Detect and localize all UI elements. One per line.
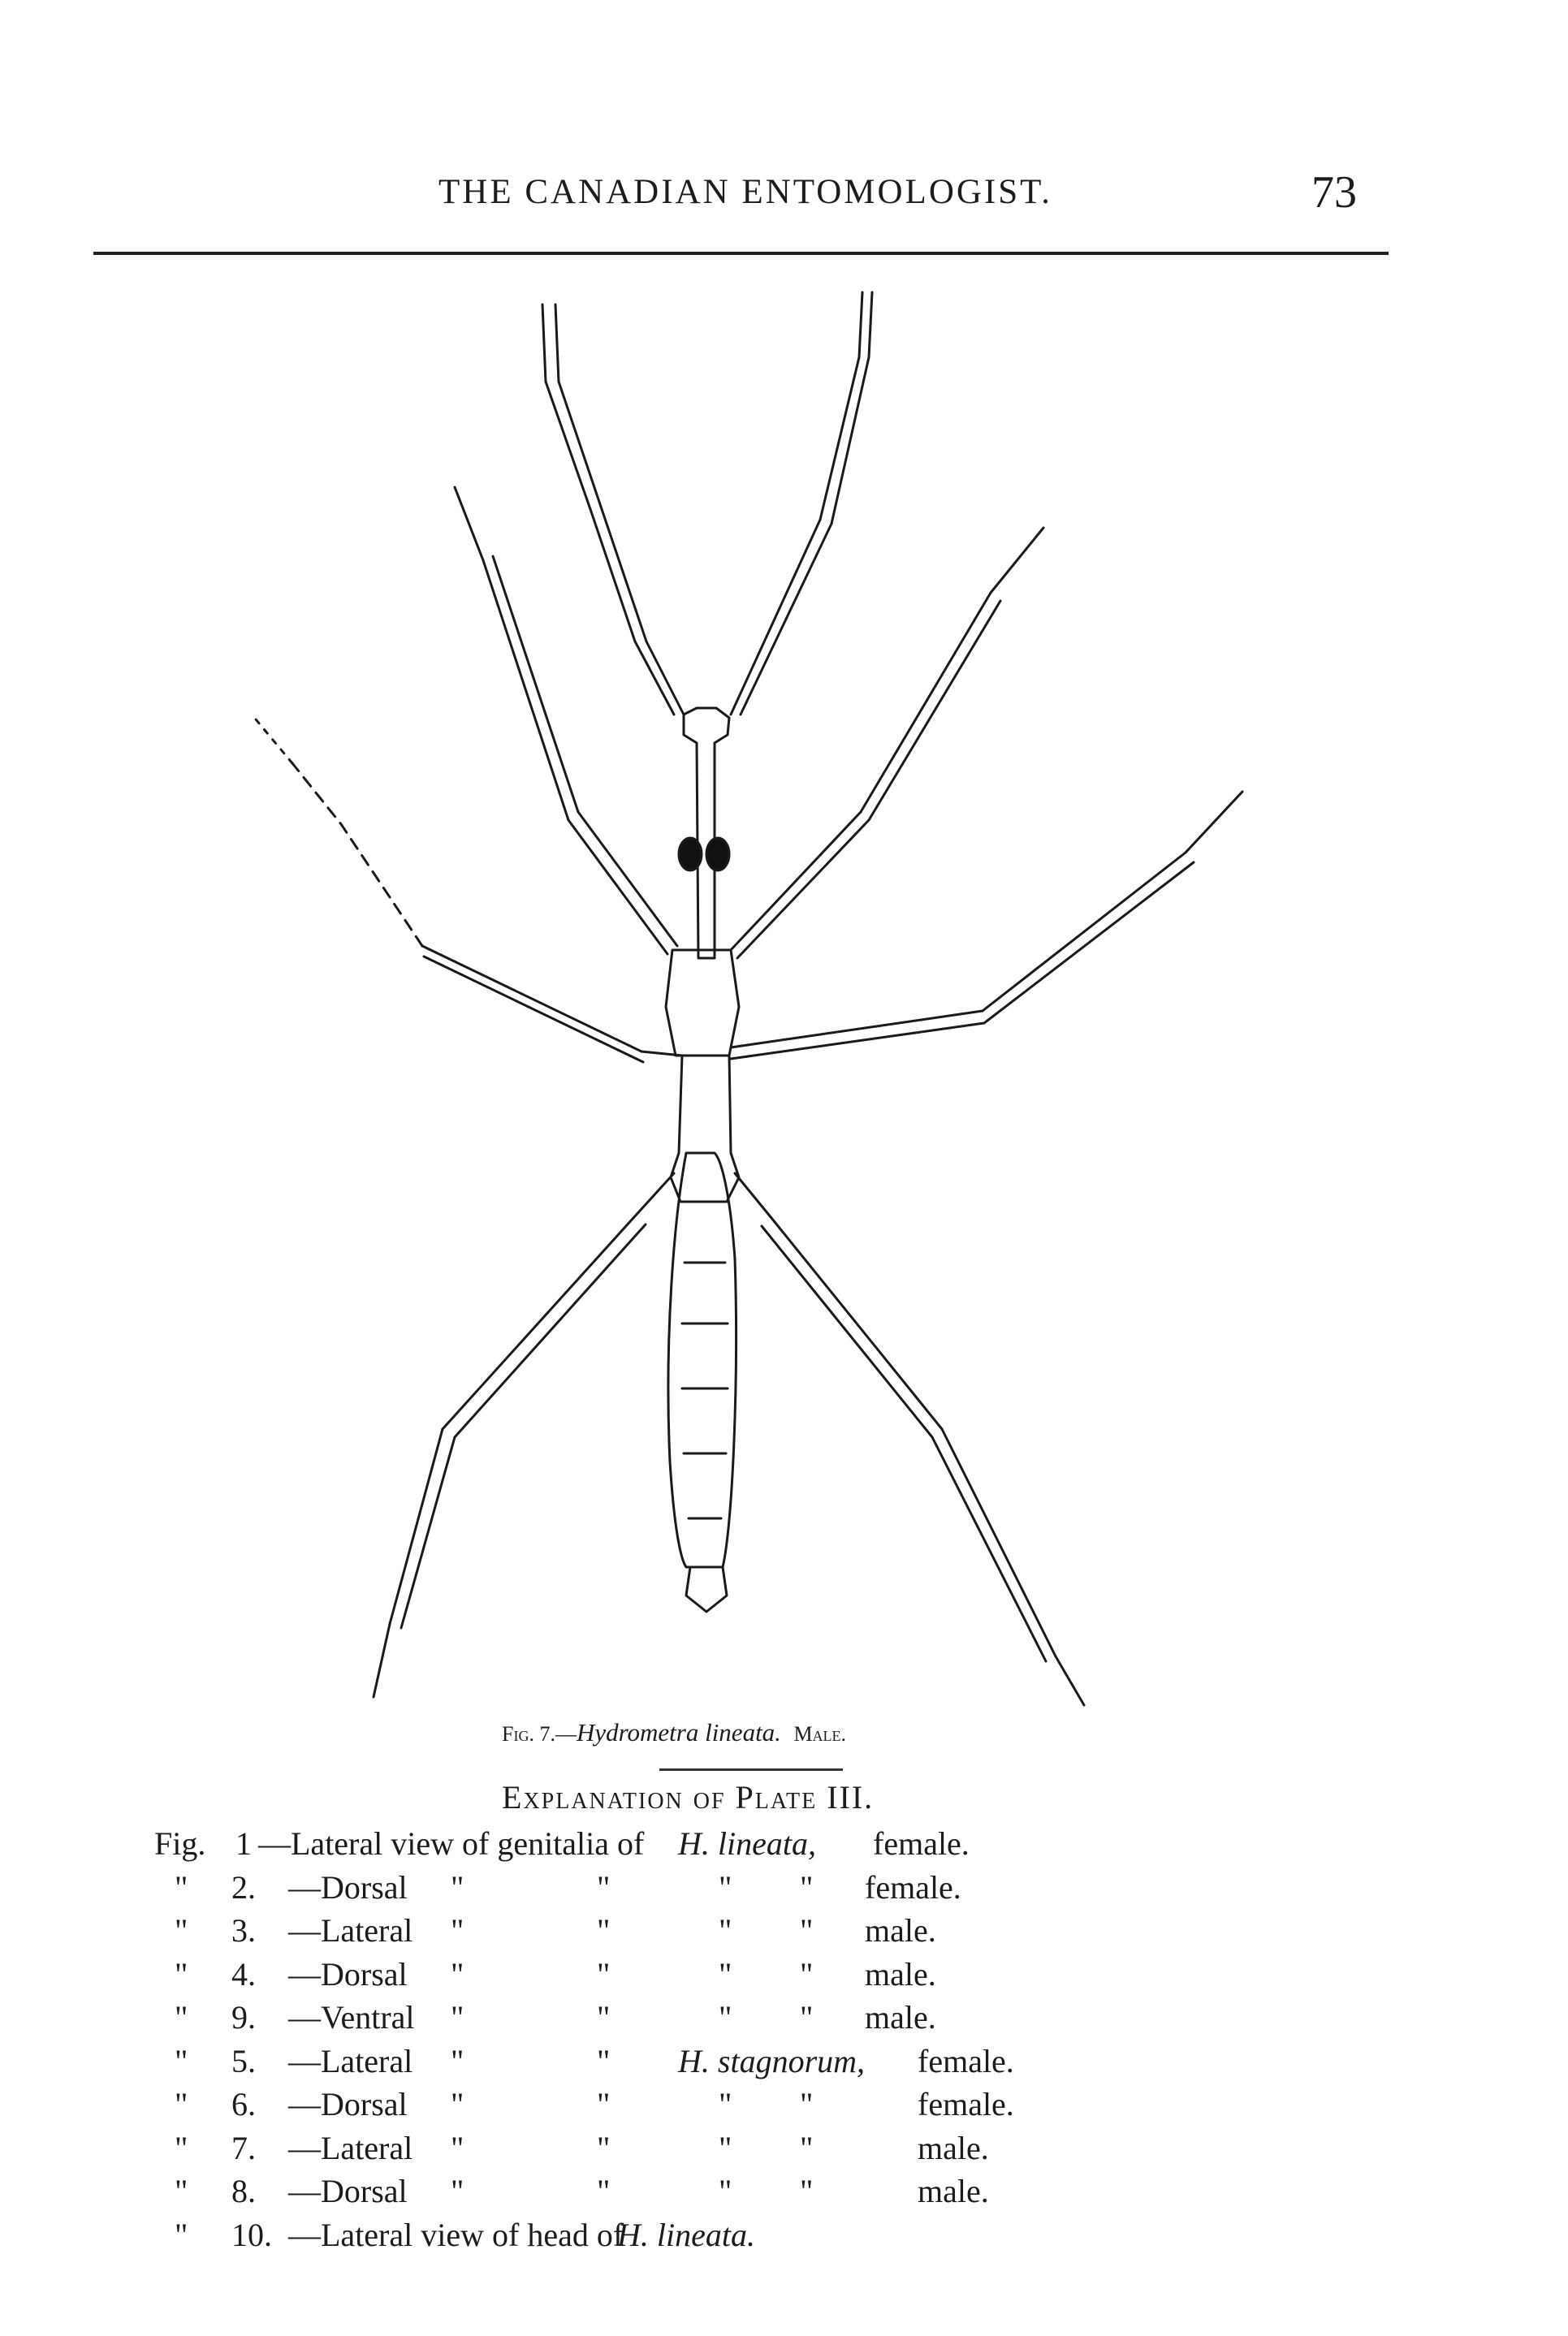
hind-leg-left — [374, 1173, 674, 1697]
ditto-mark: " — [719, 1955, 732, 1993]
entry-figure-number: 9. — [231, 1999, 256, 2036]
plate-entry — [0, 2129, 1568, 2171]
plate-entry — [0, 1868, 1568, 1911]
entry-description: —Lateral — [288, 1912, 413, 1949]
entry-prefix: " — [175, 2216, 188, 2253]
ditto-mark: " — [597, 2086, 611, 2122]
entry-description: —Ventral — [288, 1999, 415, 2036]
entry-description: —Lateral — [288, 2129, 413, 2166]
entry-description: —Lateral view of genitalia of — [258, 1825, 645, 1862]
ditto-mark: " — [800, 1999, 814, 2036]
figure-caption-prefix: Fig. 7.— — [502, 1722, 577, 1746]
entry-species: H. lineata. — [617, 2216, 755, 2253]
running-head-title: THE CANADIAN ENTOMOLOGIST. — [438, 173, 1052, 211]
ditto-mark: " — [719, 1868, 732, 1906]
entry-description: —Dorsal — [288, 2086, 408, 2122]
antenna-left — [542, 304, 684, 715]
ditto-mark: " — [597, 2129, 611, 2166]
entry-sex: male. — [918, 2129, 989, 2166]
entry-figure-number: 7. — [231, 2129, 256, 2166]
middle-leg-right — [731, 792, 1242, 1059]
ditto-mark: " — [597, 1868, 611, 1906]
insect-head — [679, 708, 729, 958]
entry-figure-number: 8. — [231, 2173, 256, 2209]
entry-sex: male. — [918, 2173, 989, 2209]
ditto-mark: " — [451, 1868, 464, 1906]
entry-figure-number: 4. — [231, 1955, 256, 1993]
ditto-mark: " — [597, 1912, 611, 1949]
plate-entry — [0, 2216, 1568, 2258]
ditto-mark: " — [800, 1868, 814, 1906]
antenna-right — [731, 292, 872, 715]
plate-entry — [0, 1955, 1568, 1997]
caption-rule — [659, 1768, 843, 1771]
ditto-mark: " — [451, 1955, 464, 1993]
plate-entry — [0, 1824, 1568, 1867]
ditto-mark: " — [451, 1912, 464, 1949]
entry-figure-number: 10. — [231, 2216, 272, 2253]
entry-species: H. lineata, — [678, 1825, 816, 1862]
plate-entry — [0, 2042, 1568, 2084]
insect-thorax — [666, 950, 739, 1202]
entry-sex: female. — [865, 1868, 961, 1906]
entry-prefix: " — [175, 2173, 188, 2209]
entry-prefix: " — [175, 1955, 188, 1993]
entry-sex: male. — [865, 1955, 936, 1993]
entry-prefix: Fig. — [154, 1825, 206, 1862]
front-leg-left — [455, 487, 677, 954]
ditto-mark: " — [719, 1912, 732, 1949]
entry-figure-number: 1 — [235, 1825, 252, 1862]
entry-figure-number: 6. — [231, 2086, 256, 2122]
entry-description: —Dorsal — [288, 2173, 408, 2209]
entry-figure-number: 3. — [231, 1912, 256, 1949]
ditto-mark: " — [719, 1999, 732, 2036]
entry-description: —Lateral view of head of — [288, 2216, 624, 2253]
entry-figure-number: 5. — [231, 2042, 256, 2079]
hind-leg-right — [735, 1173, 1084, 1705]
figure-caption-sex: Male. — [793, 1722, 847, 1746]
ditto-mark: " — [719, 2086, 732, 2122]
entry-sex: female. — [918, 2042, 1014, 2079]
entry-prefix: " — [175, 1999, 188, 2036]
plate-entry — [0, 1998, 1568, 2040]
entry-description: —Dorsal — [288, 1955, 408, 1993]
plate-entry — [0, 1911, 1568, 1954]
ditto-mark: " — [597, 1955, 611, 1993]
entry-species: H. stagnorum, — [678, 2042, 866, 2079]
ditto-mark: " — [451, 2086, 464, 2122]
ditto-mark: " — [597, 2173, 611, 2209]
plate-entry — [0, 2085, 1568, 2127]
figure-caption — [502, 1718, 846, 1747]
entry-prefix: " — [175, 2086, 188, 2122]
entry-sex: female. — [918, 2086, 1014, 2122]
ditto-mark: " — [800, 1912, 814, 1949]
entry-sex: male. — [865, 1999, 936, 2036]
entry-prefix: " — [175, 1912, 188, 1949]
ditto-mark: " — [451, 1999, 464, 2036]
ditto-mark: " — [800, 2173, 814, 2209]
entry-description: —Dorsal — [288, 1868, 408, 1906]
ditto-mark: " — [597, 2042, 611, 2079]
entry-prefix: " — [175, 2129, 188, 2166]
ditto-mark: " — [800, 1955, 814, 1993]
ditto-mark: " — [451, 2129, 464, 2166]
ditto-mark: " — [719, 2173, 732, 2209]
front-leg-right — [731, 528, 1043, 958]
ditto-mark: " — [800, 2086, 814, 2122]
figure-caption-species: Hydrometra lineata. — [576, 1718, 781, 1747]
page-number: 73 — [1311, 167, 1357, 218]
entry-prefix: " — [175, 1868, 188, 1906]
explanation-heading: Explanation of Plate III. — [502, 1779, 875, 1816]
ditto-mark: " — [451, 2173, 464, 2209]
entry-sex: male. — [865, 1912, 936, 1949]
entry-description: —Lateral — [288, 2042, 413, 2079]
ditto-mark: " — [597, 1999, 611, 2036]
ditto-mark: " — [719, 2129, 732, 2166]
entry-figure-number: 2. — [231, 1868, 256, 1906]
entry-sex: female. — [873, 1825, 970, 1862]
entry-prefix: " — [175, 2042, 188, 2079]
plate-entry — [0, 2172, 1568, 2214]
ditto-mark: " — [800, 2129, 814, 2166]
ditto-mark: " — [451, 2042, 464, 2079]
insect-abdomen — [668, 1153, 736, 1612]
